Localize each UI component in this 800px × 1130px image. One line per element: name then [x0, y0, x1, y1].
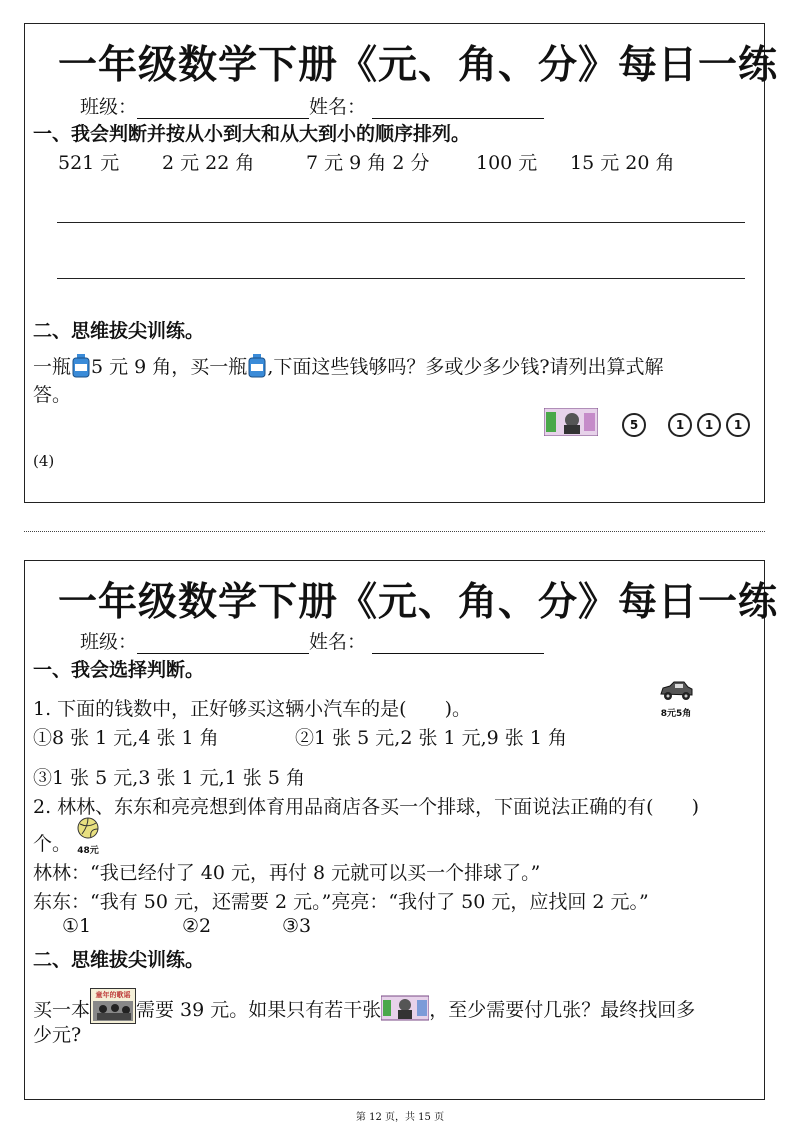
- worksheet-2-title: 一年级数学下册《元、角、分》每日一练: [58, 580, 779, 625]
- class-name-line: [80, 627, 544, 654]
- question-1: 1. 下面的钱数中，正好够买这辆小汽车的是( )。: [33, 698, 471, 720]
- problem-text: ,下面这些钱够吗？多或少多少钱?请列出算式解: [267, 356, 664, 378]
- option-3[interactable]: ③1 张 5 元,3 张 1 元,1 张 5 角: [33, 767, 305, 789]
- problem-text: 5 元 9 角，买一瓶: [91, 356, 248, 378]
- linlin-statement: 林林：“我已经付了 40 元，再付 8 元就可以买一个排球了。”: [33, 862, 541, 884]
- problem-text: 买一本: [33, 999, 91, 1021]
- option-1[interactable]: ①8 张 1 元,4 张 1 角: [33, 727, 219, 749]
- coin: 1: [697, 413, 721, 437]
- name-blank[interactable]: [372, 635, 544, 654]
- amount-item: 2 元 22 角: [162, 152, 255, 174]
- option-1[interactable]: ①1: [62, 915, 92, 937]
- book-problem-line-1: [33, 988, 695, 1024]
- amount-item: 521 元: [58, 152, 120, 174]
- volleyball-picture: [74, 817, 102, 856]
- section-2-heading: 二、思维拔尖训练。: [33, 949, 205, 971]
- name-label: 姓名：: [309, 631, 367, 653]
- class-name-line: [80, 92, 544, 119]
- volleyball-icon: [77, 817, 99, 839]
- answer-line-1[interactable]: [57, 222, 745, 223]
- option-2[interactable]: ②1 张 5 元,2 张 1 元,9 张 1 角: [295, 727, 567, 749]
- section-2-heading: 二、思维拔尖训练。: [33, 320, 205, 342]
- book-title: 童年的歌谣: [95, 991, 131, 999]
- worksheet-1-title: 一年级数学下册《元、角、分》每日一练: [58, 43, 779, 88]
- coin: 1: [726, 413, 750, 437]
- section-1-heading: 一、我会选择判断。: [33, 659, 205, 681]
- car-icon: [658, 680, 694, 702]
- coin: 5: [622, 413, 646, 437]
- question-2: 2. 林林、东东和亮亮想到体育用品商店各买一个排球，下面说法正确的有( ): [33, 796, 699, 818]
- question-1-options-row-1: [33, 723, 567, 750]
- car-price: 8元5角: [660, 709, 692, 719]
- amount-item: 7 元 9 角 2 分: [306, 152, 430, 174]
- ink-problem-line-2: 答。: [33, 384, 72, 406]
- class-label: 班级：: [80, 96, 138, 118]
- answer-line-2[interactable]: [57, 278, 745, 279]
- book-picture: [90, 988, 136, 1024]
- car-picture: [656, 680, 696, 719]
- amount-list: [58, 148, 674, 175]
- class-blank[interactable]: [137, 635, 309, 654]
- footnote: (4): [33, 452, 55, 470]
- class-blank[interactable]: [137, 100, 309, 119]
- ink-bottle-icon: [247, 354, 267, 378]
- book-cover-icon: [91, 999, 135, 1023]
- coin: 1: [668, 413, 692, 437]
- banknote-icon: [544, 408, 598, 436]
- ink-problem-line-1: [33, 352, 664, 379]
- option-2[interactable]: ②2: [182, 915, 212, 937]
- question-2-cont: 个。: [33, 833, 72, 855]
- problem-text: ，至少需要付几张？最终找回多: [429, 999, 696, 1021]
- ink-bottle-icon: [71, 354, 91, 378]
- amount-item: 15 元 20 角: [570, 152, 675, 174]
- option-3[interactable]: ③3: [282, 915, 312, 937]
- page-footer: 第 12 页，共 15 页: [355, 1112, 445, 1123]
- coin-row: [622, 413, 750, 437]
- section-1-heading: 一、我会判断并按从小到大和从大到小的顺序排列。: [33, 123, 471, 145]
- dongdong-liangliang-statement: 东东：“我有 50 元，还需要 2 元。”亮亮：“我付了 50 元，应找回 2 元。”: [33, 891, 649, 913]
- ball-price: 48元: [77, 846, 99, 856]
- question-2-options: [62, 915, 311, 937]
- name-blank[interactable]: [372, 100, 544, 119]
- problem-text: 需要 39 元。如果只有若干张: [136, 999, 382, 1021]
- problem-text: 一瓶: [33, 356, 72, 378]
- banknote-icon: [381, 994, 429, 1022]
- dotted-divider: [24, 531, 765, 532]
- book-problem-line-2: 少元?: [33, 1024, 82, 1046]
- name-label: 姓名：: [309, 96, 367, 118]
- amount-item: 100 元: [476, 152, 538, 174]
- class-label: 班级：: [80, 631, 138, 653]
